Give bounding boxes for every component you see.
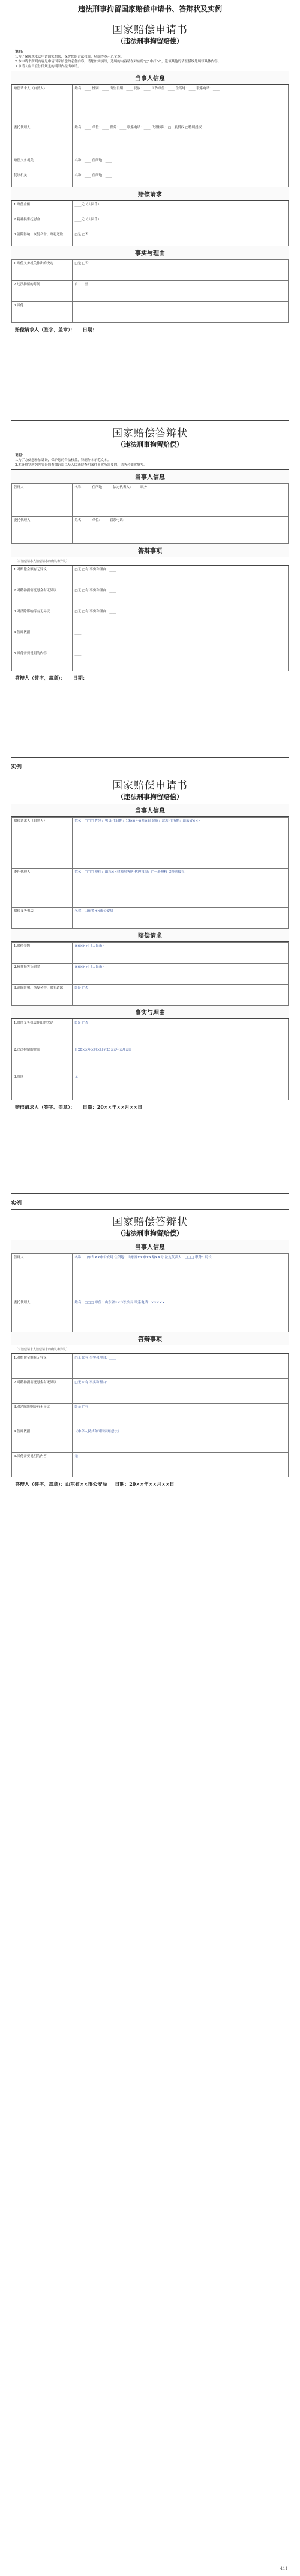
row-label: 2.精神损害抚慰金 <box>12 216 73 231</box>
row-field[interactable]: □是 □否 <box>73 231 289 246</box>
example-tag: 实例 <box>11 764 22 770</box>
form-header <box>11 1210 289 1240</box>
row-field[interactable]: 姓名：____ 单位：____ 职务：____ 联系电话：____ 代理权限：□一般授权 □特别授权 <box>73 124 289 157</box>
row-label: 1.赔偿金额 <box>12 201 73 216</box>
instructions-title: 说明: <box>15 454 23 457</box>
row-label: 5.其他需要说明的内容 <box>12 1453 73 1477</box>
row-label: 5.其他需要说明的内容 <box>12 650 73 671</box>
date-label: 日期：20××年××月××日 <box>115 1481 175 1487</box>
table-row <box>12 281 289 302</box>
row-field[interactable]: 名称：____ 住所地：____ <box>73 157 289 172</box>
table-row <box>12 260 289 281</box>
table-row <box>12 869 289 908</box>
signature-line <box>11 1100 289 1114</box>
row-field[interactable]: 名称：山东省××市公安局 <box>73 908 289 929</box>
instruction-line: 2.本答辩状所列内容是您参加诉讼以及人民法院查明案件事实所需要的，请务必如实填写。 <box>15 463 147 467</box>
form-subtitle: （违法刑事拘留赔偿） <box>117 1229 183 1237</box>
table-row <box>12 201 289 216</box>
row-label: 2.违法拘留的时间 <box>12 1046 73 1073</box>
row-label: 3.其他 <box>12 302 73 323</box>
compensation-defense-form <box>11 420 289 758</box>
instruction-line: 2.本申请书所列内容是申请国家赔偿的必备内容，请您如实填写，选填的内容请在对应的"□"中打"√"，选填其他的请在横线处填写具体内容。 <box>15 60 221 64</box>
row-field[interactable]: 名称：山东省××市公安局 住所地：山东省××市××路××号 法定代表人：□□□ 职务：局长 <box>73 1254 289 1299</box>
row-label: 1.赔偿义务机关作出的决定 <box>12 260 73 281</box>
instruction-line: 1.为了保障您依法申请国家赔偿，保护您的合法权益，特制作本示范文本。 <box>15 55 124 59</box>
row-field[interactable]: ____ <box>73 629 289 650</box>
row-label: 3.消除影响、恢复名誉、赔礼道歉 <box>12 231 73 246</box>
table-row <box>12 943 289 964</box>
row-field[interactable]: 无 <box>73 1073 289 1100</box>
signature-line <box>11 1477 289 1491</box>
row-field[interactable]: 姓名：□□□ 单位：山东××律师事务所 代理权限：□一般授权 ☑特别授权 <box>73 869 289 908</box>
table-row <box>12 157 289 172</box>
table-row <box>12 1404 289 1428</box>
table-row <box>12 231 289 246</box>
row-field[interactable]: □无 □有 事实和理由：____ <box>73 608 289 629</box>
row-field[interactable]: □无 ☑有 事实和理由：____ <box>73 1354 289 1379</box>
date-label: 日期： <box>73 675 88 681</box>
compensation-application-form <box>11 17 289 402</box>
row-label: 复议机关 <box>12 172 73 187</box>
row-field[interactable]: ☑是 □否 <box>73 985 289 1006</box>
row-label: 赔偿义务机关 <box>12 157 73 172</box>
row-label: 3.其他 <box>12 1073 73 1100</box>
row-field[interactable]: 姓名：□□□ 性别：男 出生日期：19××年×月×日 民族：汉族 住所地：山东省××× <box>73 818 289 869</box>
row-field[interactable]: 《中华人民共和国国家赔偿法》 <box>73 1428 289 1453</box>
row-label: 委托代理人 <box>12 1299 73 1332</box>
instructions <box>11 451 289 470</box>
party-info-section-title: 当事人信息 <box>11 804 289 817</box>
example-tag: 实例 <box>11 1201 22 1207</box>
form-title: 国家赔偿答辩状 <box>112 427 188 439</box>
table-row <box>12 1453 289 1477</box>
form-header <box>11 421 289 451</box>
row-field[interactable]: 名称：____ 住所地：____ 法定代表人：____ 职务：____ <box>73 484 289 517</box>
table-row <box>12 1379 289 1404</box>
table-row <box>12 85 289 124</box>
table-row <box>12 608 289 629</box>
row-label: 委托代理人 <box>12 517 73 544</box>
row-label: 4.答辩依据 <box>12 1428 73 1453</box>
table-row <box>12 1354 289 1379</box>
table-row <box>12 172 289 187</box>
table-row <box>12 484 289 517</box>
row-field[interactable]: 名称：____ 住所地：____ <box>73 172 289 187</box>
signature-label: 答辩人（签字、盖章）：山东省××市公安局 <box>15 1481 107 1487</box>
row-label: 1.赔偿金额 <box>12 943 73 964</box>
party-info-table <box>11 85 289 187</box>
row-label: 1.对赔偿金额有无异议 <box>12 1354 73 1379</box>
table-row <box>12 302 289 323</box>
form-subtitle: （违法刑事拘留赔偿） <box>117 37 183 45</box>
row-label: 委托代理人 <box>12 869 73 908</box>
party-info-table <box>11 483 289 544</box>
party-info-table <box>11 817 289 929</box>
row-field[interactable]: ××××元（人民币） <box>73 964 289 985</box>
form-title: 国家赔偿申请书 <box>112 24 188 36</box>
row-field[interactable]: ☑是 □否 <box>73 1019 289 1046</box>
row-label: 2.对精神损害抚慰金有无异议 <box>12 587 73 608</box>
row-label: 3.对消除影响等有无异议 <box>12 1404 73 1428</box>
table-row <box>12 1073 289 1100</box>
signature-label: 赔偿请求人（签字、盖章）： <box>15 327 75 333</box>
row-field[interactable]: 无 <box>73 1453 289 1477</box>
table-row <box>12 587 289 608</box>
row-label: 1.对赔偿金额有无异议 <box>12 566 73 587</box>
row-field[interactable]: 姓名：□□□ 单位：山东省××市公安局 联系电话：××××× <box>73 1299 289 1332</box>
party-info-table <box>11 1253 289 1332</box>
row-field[interactable]: ____元（人民币） <box>73 201 289 216</box>
row-label: 1.赔偿义务机关作出的决定 <box>12 1019 73 1046</box>
answer-section-title: 答辩事项 <box>11 1332 289 1345</box>
row-field[interactable]: □是 □否 <box>73 260 289 281</box>
answer-table <box>11 1354 289 1477</box>
claims-table <box>11 201 289 246</box>
instruction-line: 3.申请人应当在法律规定的期限内提出申请。 <box>15 65 81 68</box>
instruction-line: 1.为了方便您参加诉讼，保护您的合法权益，特制作本示范文本。 <box>15 459 111 462</box>
example-application-form <box>11 773 289 1194</box>
answer-section-title: 答辩事项 <box>11 544 289 557</box>
row-field[interactable]: 姓名：____ 性别：____ 出生日期：____ 民族：____ 工作单位：____ 住所地：____ 联系电话：____ <box>73 85 289 124</box>
row-field[interactable]: □无 □有 事实和理由：____ <box>73 587 289 608</box>
table-row <box>12 566 289 587</box>
table-row <box>12 1019 289 1046</box>
claims-table <box>11 942 289 1006</box>
instructions-title: 说明: <box>15 50 23 54</box>
date-label: 日期： <box>82 327 97 333</box>
table-row <box>12 216 289 231</box>
row-field[interactable]: ____元（人民币） <box>73 216 289 231</box>
row-field[interactable]: ____ <box>73 302 289 323</box>
form-title: 国家赔偿答辩状 <box>112 1216 188 1228</box>
row-label: 2.精神损害抚慰金 <box>12 964 73 985</box>
facts-table <box>11 259 289 323</box>
page-number: 411 <box>280 2566 288 2571</box>
table-row <box>12 124 289 157</box>
table-row <box>12 985 289 1006</box>
party-info-section-title: 当事人信息 <box>11 1240 289 1253</box>
table-row <box>12 517 289 544</box>
document-top-title: 违法刑事拘留国家赔偿申请书、答辩状及实例 <box>77 5 222 13</box>
signature-line <box>11 323 289 337</box>
facts-section-title: 事实与理由 <box>11 246 289 259</box>
answer-tip: （对赔偿请求人赔偿请求的确认和异议） <box>11 557 289 566</box>
facts-table <box>11 1019 289 1100</box>
row-field[interactable]: ____ <box>73 650 289 671</box>
row-label: 3.消除影响、恢复名誉、赔礼道歉 <box>12 985 73 1006</box>
row-label: 委托代理人 <box>12 124 73 157</box>
table-row <box>12 1299 289 1332</box>
table-row <box>12 964 289 985</box>
table-row <box>12 818 289 869</box>
row-label: 4.答辩依据 <box>12 629 73 650</box>
row-label: 赔偿请求人（自然人） <box>12 85 73 124</box>
claims-section-title: 赔偿请求 <box>11 929 289 942</box>
row-field[interactable]: 自____至____ <box>73 281 289 302</box>
signature-label: 赔偿请求人（签字、盖章）： <box>15 1104 75 1110</box>
party-info-section-title: 当事人信息 <box>11 71 289 85</box>
form-header <box>11 773 289 804</box>
party-info-section-title: 当事人信息 <box>11 470 289 483</box>
signature-label: 答辩人（签字、盖章）： <box>15 675 65 681</box>
table-row <box>12 1046 289 1073</box>
table-row <box>12 629 289 650</box>
row-field[interactable]: ☑无 □有 <box>73 1404 289 1428</box>
instructions <box>11 48 289 71</box>
answer-tip: （对赔偿请求人赔偿请求的确认和异议） <box>11 1345 289 1354</box>
row-field[interactable]: 姓名：____ 单位：____ 联系电话：____ <box>73 517 289 544</box>
row-label: 3.对消除影响等有无异议 <box>12 608 73 629</box>
answer-table <box>11 566 289 671</box>
row-label: 赔偿义务机关 <box>12 908 73 929</box>
row-label: 2.对精神损害抚慰金有无异议 <box>12 1379 73 1404</box>
table-row <box>12 908 289 929</box>
row-label: 2.违法拘留的时间 <box>12 281 73 302</box>
facts-section-title: 事实与理由 <box>11 1006 289 1019</box>
claims-section-title: 赔偿请求 <box>11 187 289 201</box>
signature-line <box>11 671 289 685</box>
row-field[interactable]: □无 ☑有 事实和理由：____ <box>73 1379 289 1404</box>
form-header <box>11 17 289 48</box>
row-label: 赔偿请求人（自然人） <box>12 818 73 869</box>
row-label: 答辩人 <box>12 1254 73 1299</box>
form-subtitle: （违法刑事拘留赔偿） <box>117 793 183 801</box>
date-label: 日期：20××年××月××日 <box>82 1104 143 1110</box>
row-label: 答辩人 <box>12 484 73 517</box>
table-row <box>12 1254 289 1299</box>
row-field[interactable]: ××××元（人民币） <box>73 943 289 964</box>
row-field[interactable]: 自20××年×月×日至20××年×月×日 <box>73 1046 289 1073</box>
example-defense-form <box>11 1209 289 1570</box>
table-row <box>12 650 289 671</box>
form-subtitle: （违法刑事拘留赔偿） <box>117 441 183 448</box>
table-row <box>12 1428 289 1453</box>
form-title: 国家赔偿申请书 <box>112 780 188 792</box>
row-field[interactable]: □无 □有 事实和理由：____ <box>73 566 289 587</box>
